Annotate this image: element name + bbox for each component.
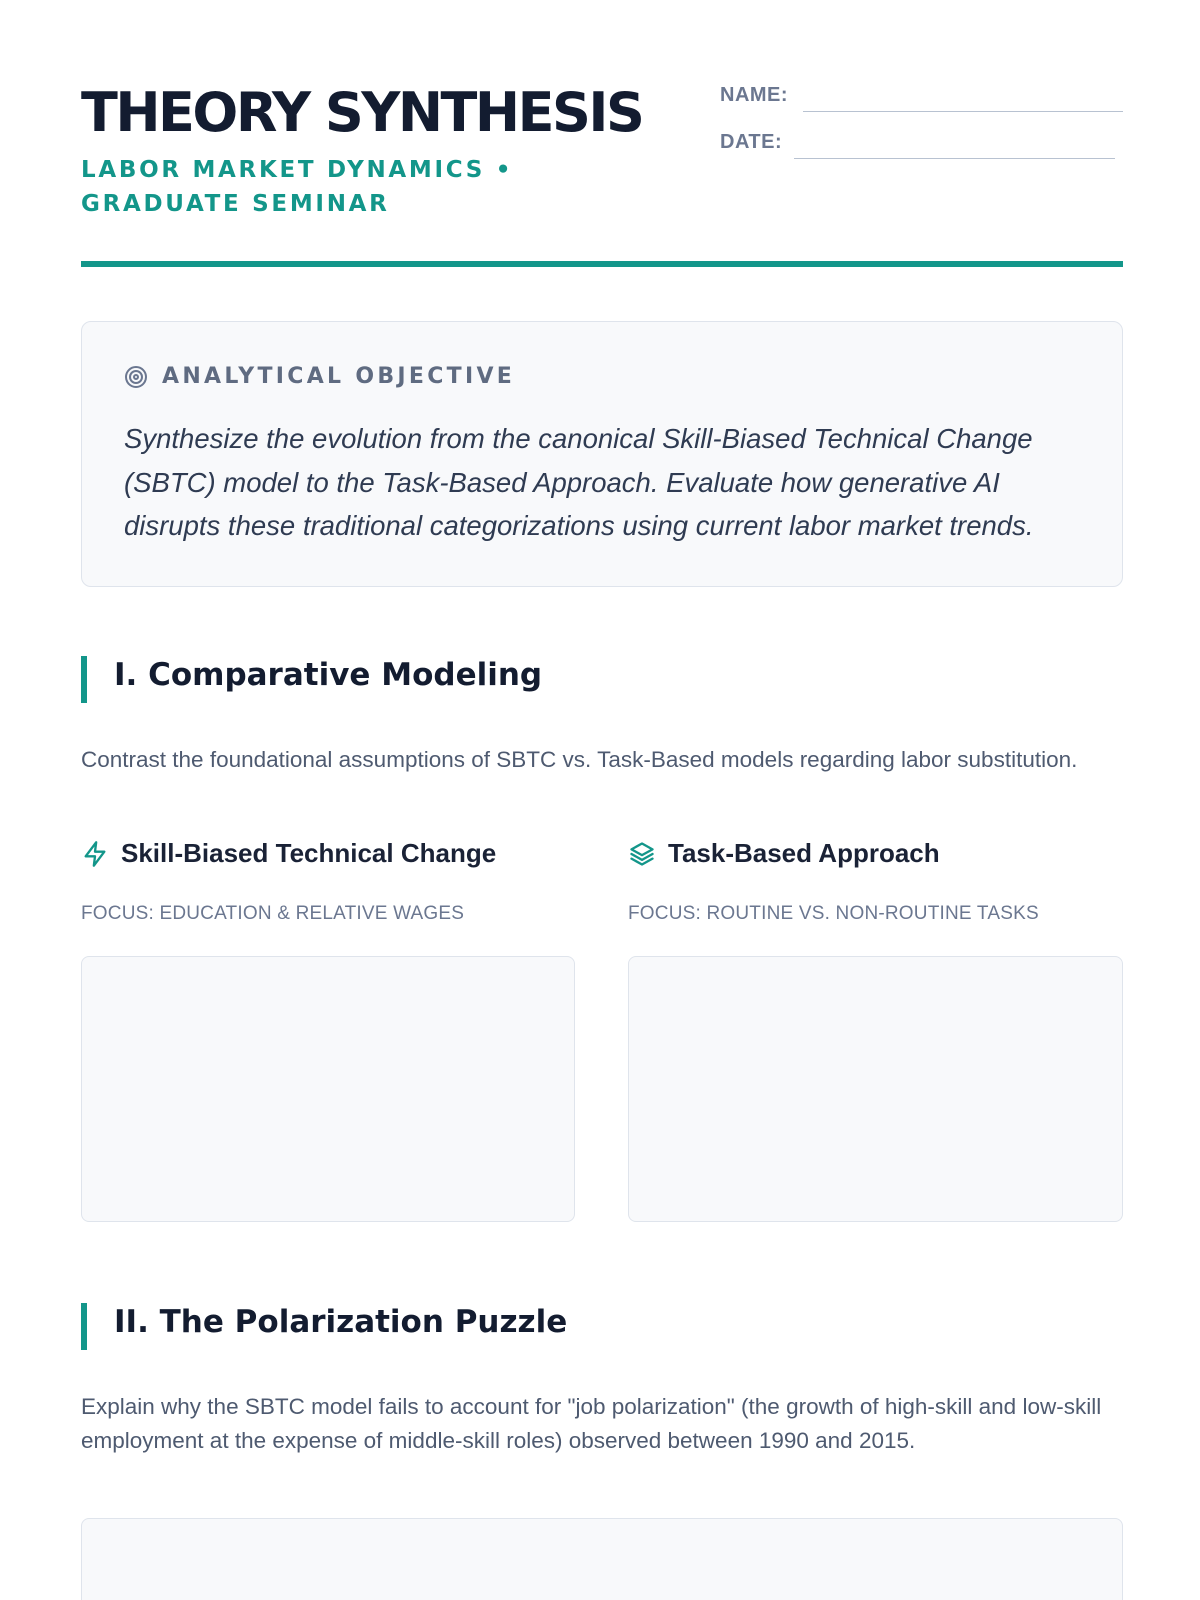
- date-field[interactable]: [794, 158, 1115, 159]
- objective-label: ANALYTICAL OBJECTIVE: [162, 364, 516, 389]
- name-label: NAME:: [720, 84, 789, 106]
- sbtc-focus-label: FOCUS: EDUCATION & RELATIVE WAGES: [81, 903, 465, 924]
- section-prompt: Explain why the SBTC model fails to account for "job polarization" (the growth of high-skill and low-skill employment at the expense of middle-skill roles) observed between 1990 and 2015.: [81, 1394, 1102, 1453]
- section-accent-bar: [81, 656, 87, 703]
- sbtc-column-header: [81, 838, 496, 869]
- sbtc-answer-box[interactable]: [81, 956, 575, 1222]
- sbtc-column-title: Skill-Biased Technical Change: [121, 838, 497, 868]
- section-title-comparative-modeling: I. Comparative Modeling: [114, 657, 543, 693]
- polarization-answer-box[interactable]: [81, 1518, 1123, 1600]
- section-title-polarization-puzzle: II. The Polarization Puzzle: [114, 1304, 568, 1340]
- date-row: [720, 131, 782, 154]
- section-prompt: Contrast the foundational assumptions of SBTC vs. Task-Based models regarding labor substitution.: [81, 747, 1078, 772]
- target-icon: [124, 365, 148, 389]
- objective-header: [124, 364, 515, 389]
- name-row: [720, 84, 788, 107]
- task-based-column-header: [628, 838, 940, 869]
- page-title: THEORY SYNTHESIS: [81, 81, 643, 144]
- page-subtitle: LABOR MARKET DYNAMICS • GRADUATE SEMINAR: [81, 157, 514, 217]
- task-based-column-title: Task-Based Approach: [668, 838, 940, 868]
- objective-panel: [81, 321, 1123, 587]
- objective-text: Synthesize the evolution from the canonical Skill-Biased Technical Change (SBTC) model to the Task-Based Approach. Evaluate how generative AI disrupts these traditional categorizations using current labor market trends.: [124, 423, 1034, 541]
- date-label: DATE:: [720, 131, 783, 153]
- name-field[interactable]: [803, 111, 1123, 112]
- task-based-answer-box[interactable]: [628, 956, 1123, 1222]
- header-divider: [81, 261, 1123, 267]
- section-accent-bar: [81, 1303, 87, 1350]
- task-based-focus-label: FOCUS: ROUTINE VS. NON-ROUTINE TASKS: [628, 903, 1039, 924]
- layers-icon: [628, 840, 656, 868]
- worksheet-header: [81, 80, 1123, 270]
- lightning-icon: [81, 840, 109, 868]
